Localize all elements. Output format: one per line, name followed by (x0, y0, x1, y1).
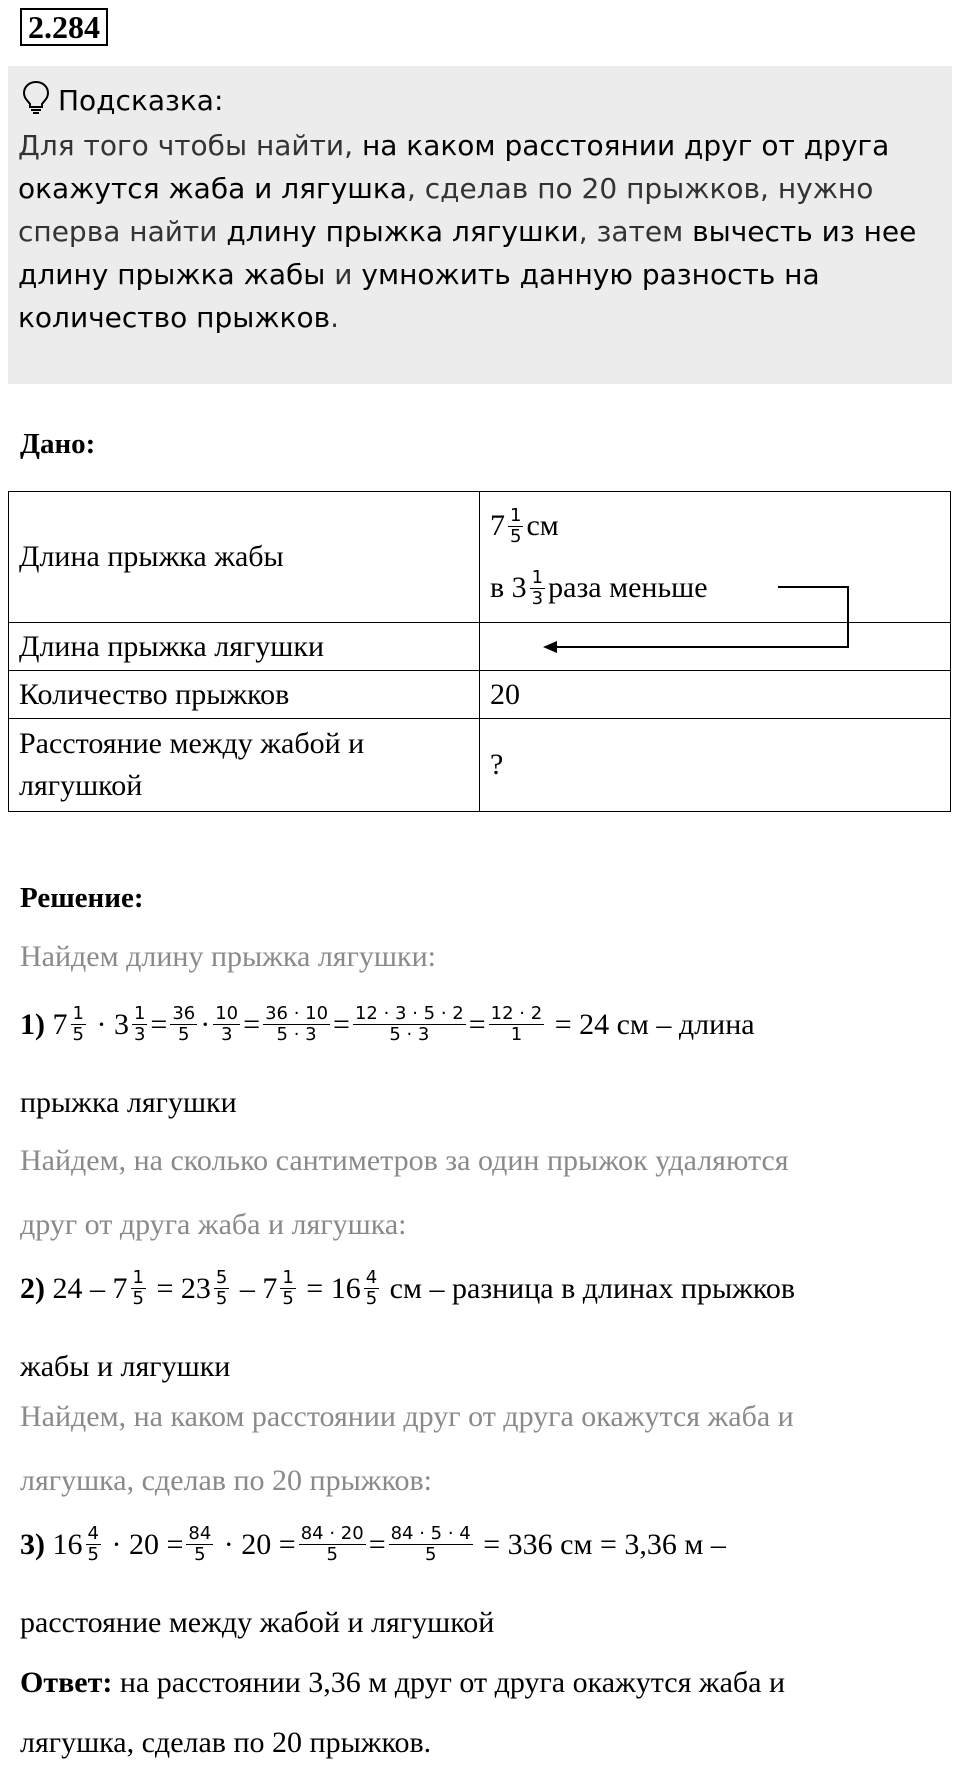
given-label-jump-count: Количество прыжков (9, 671, 480, 719)
intro-step1: Найдем длину прыжка лягушки: (20, 940, 436, 973)
given-value-toad-jump: 7 $\frac{1}{5}$ см в 3 $\frac{1}{3}$ раза меньше (480, 492, 951, 623)
step2-equation: 2) 24 – 7 $\frac{1}{5}$ = 23 $\frac{5}{5}$ – 7 $\frac{1}{5}$ = 16 $\frac{4}{5}$ см – разница в длинах прыжков (20, 1267, 796, 1309)
answer-text: на расстоянии 3,36 м друг от друга окажутся жаба и (112, 1666, 786, 1699)
hint-segment: вычесть из нее длину прыжка жабы (18, 215, 917, 291)
step1-equation: 1) 7 $\frac{1}{5}$ · 3 $\frac{1}{3}$ = $\frac{36}{5}$ · $\frac{10}{3}$ = $\frac{36 \cdot 10}{5 \cdot 3}$ = $\frac{12 \cdot 3 \cdot 5 \cdot 2}{5 \cdot 3}$ = $\frac{12 \cdot 2}{1}$ = 24 см – длина (20, 1003, 755, 1045)
given-label-frog-jump: Длина прыжка лягушки (9, 623, 480, 671)
step3-continuation: расстояние между жабой и лягушкой (20, 1606, 495, 1639)
hint-segment: . (330, 301, 340, 334)
hint-segment: , затем (578, 215, 693, 248)
given-row-distance (9, 719, 951, 812)
answer-line1 (20, 1666, 785, 1700)
hint-segment: и (325, 258, 362, 291)
intro-step3-line1: Найдем, на каком расстоянии друг от друга окажутся жаба и (20, 1400, 794, 1433)
solution-heading: Решение: (20, 882, 144, 914)
step1-continuation: прыжка лягушки (20, 1086, 237, 1119)
intro-step3-line2: лягушка, сделав по 20 прыжков: (20, 1464, 433, 1497)
hint-segment: Для того чтобы найти, (18, 129, 362, 162)
hint-segment: , сделав по 20 прыжков, нужно сперва найти (18, 172, 874, 248)
hint-segment: длину прыжка лягушки (226, 215, 579, 248)
answer-line2: лягушка, сделав по 20 прыжков. (20, 1726, 432, 1759)
intro-step2-line2: друг от друга жаба и лягушка: (20, 1208, 407, 1241)
step3-equation: 3) 16 $\frac{4}{5}$ · 20 = $\frac{84}{5}$ · 20 = $\frac{84 \cdot 20}{5}$ = $\frac{84 \cdot 5 \cdot 4}{5}$ = 336 см = 3,36 м – (20, 1523, 726, 1565)
answer-label: Ответ: (20, 1666, 113, 1699)
step2-continuation: жабы и лягушки (20, 1350, 231, 1383)
relation-arrow (0, 0, 960, 700)
given-label-toad-jump: Длина прыжка жабы (9, 492, 480, 623)
given-value-jump-count: 20 (480, 671, 951, 719)
given-heading: Дано: (20, 428, 96, 460)
intro-step2-line1: Найдем, на сколько сантиметров за один прыжок удаляются (20, 1144, 789, 1177)
hint-segment: на каком расстоянии друг от друга окажутся жаба и лягушка (18, 129, 890, 205)
task-number: 2.284 (20, 8, 108, 46)
given-label-distance: Расстояние между жабой и лягушкой (9, 719, 480, 812)
hint-segment: умножить данную разность на количество прыжков (18, 258, 820, 334)
given-value-distance: ? (480, 719, 951, 812)
hint-title-text: Подсказка: (58, 84, 224, 117)
